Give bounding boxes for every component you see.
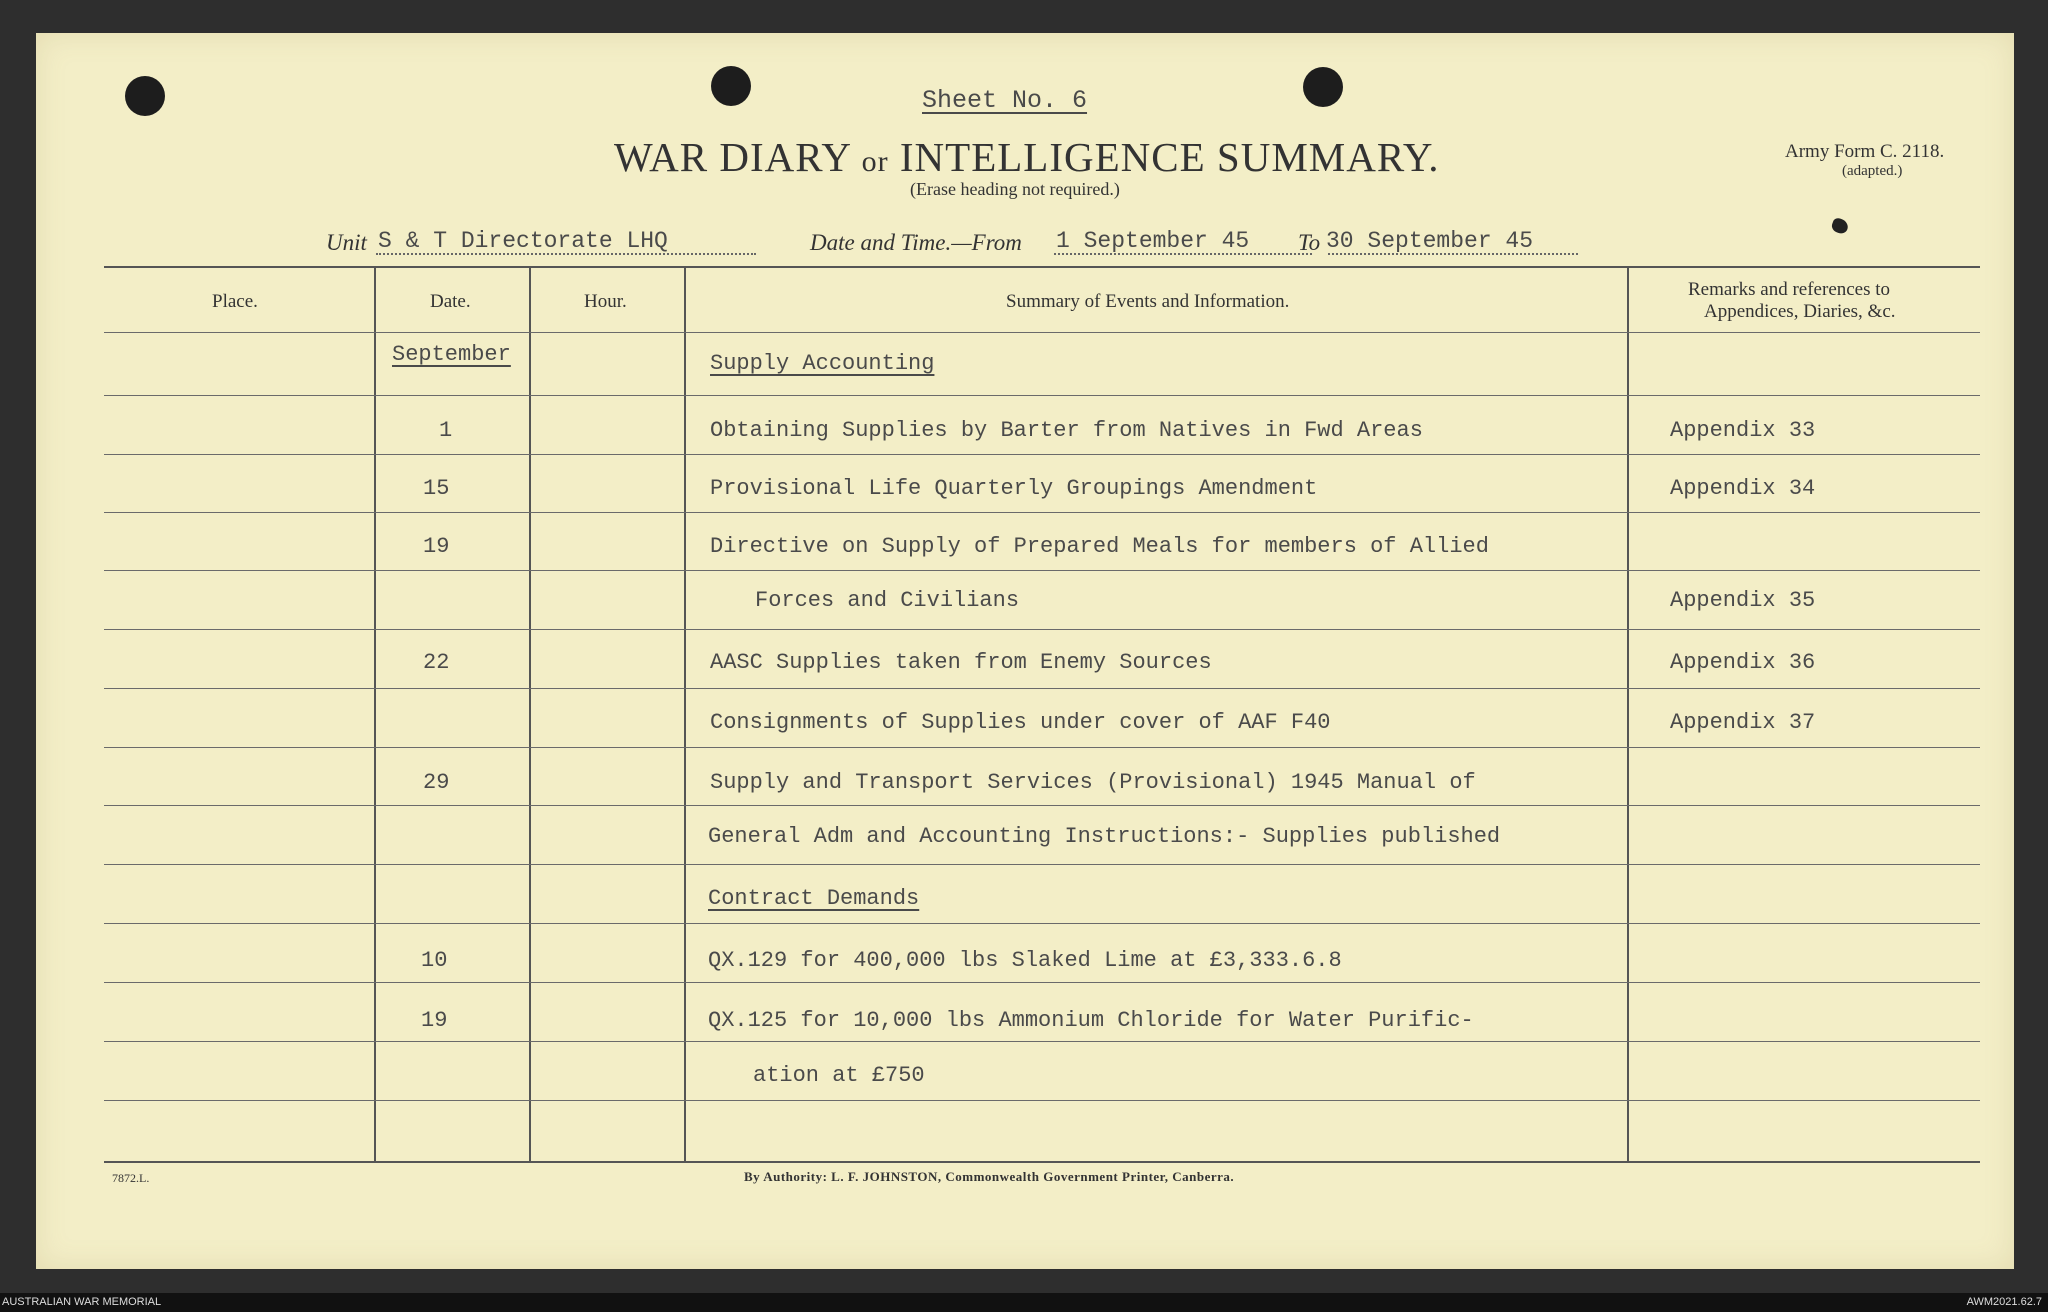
column-header-remarks-line1: Remarks and references to (1688, 279, 1891, 300)
row-rule (104, 454, 1980, 455)
column-divider-date (529, 266, 531, 1163)
row-remarks: Appendix 33 (1670, 418, 1816, 443)
header-rule (104, 332, 1980, 333)
column-header-date: Date. (430, 291, 471, 312)
row-rule (104, 395, 1980, 396)
column-divider-summary (1627, 266, 1629, 1163)
archive-reference: AWM2021.62.7 (1966, 1296, 2042, 1308)
archive-credit: AUSTRALIAN WAR MEMORIAL (2, 1296, 162, 1308)
row-date: 1 (439, 418, 453, 443)
to-label: To (1298, 230, 1321, 255)
form-code: 7872.L. (112, 1171, 150, 1185)
date-time-label: Date and Time.—From (810, 230, 1022, 255)
row-summary: ation at £750 (753, 1063, 925, 1088)
column-header-hour: Hour. (584, 291, 627, 312)
row-date: 15 (423, 476, 450, 501)
row-rule (104, 805, 1980, 806)
sheet-number: Sheet No. 6 (922, 86, 1088, 115)
row-rule (104, 982, 1980, 983)
row-summary-heading: Supply Accounting (710, 351, 935, 376)
row-summary: Directive on Supply of Prepared Meals for members of Allied (710, 534, 1489, 559)
title-or: or (861, 145, 889, 178)
row-date: 10 (421, 948, 448, 973)
row-date: 19 (421, 1008, 448, 1033)
table-top-border (104, 266, 1980, 268)
row-rule (104, 629, 1980, 630)
war-diary-sheet (36, 33, 2014, 1269)
row-date: 19 (423, 534, 450, 559)
row-remarks: Appendix 36 (1670, 650, 1816, 675)
to-date-value: 30 September 45 (1326, 228, 1534, 254)
row-summary: Supply and Transport Services (Provisional) 1945 Manual of (710, 770, 1476, 795)
column-header-place: Place. (212, 291, 258, 312)
row-rule (104, 1100, 1980, 1101)
row-summary: QX.129 for 400,000 lbs Slaked Lime at £3,333.6.8 (708, 948, 1342, 973)
army-form-adapted: (adapted.) (1842, 163, 1903, 179)
row-remarks: Appendix 34 (1670, 476, 1816, 501)
row-remarks: Appendix 35 (1670, 588, 1816, 613)
row-rule (104, 923, 1980, 924)
row-rule (104, 570, 1980, 571)
row-summary: Forces and Civilians (755, 588, 1020, 613)
punch-hole-right (1303, 67, 1343, 107)
title-subtitle: (Erase heading not required.) (910, 179, 1120, 199)
row-rule (104, 512, 1980, 513)
column-divider-hour (684, 266, 686, 1163)
column-divider-place (374, 266, 376, 1163)
table-bottom-border (104, 1161, 1980, 1163)
row-summary: Provisional Life Quarterly Groupings Amendment (710, 476, 1318, 501)
page-title (614, 133, 1440, 181)
printer-authority: By Authority: L. F. JOHNSTON, Commonwealth Government Printer, Canberra. (744, 1169, 1235, 1184)
row-summary: AASC Supplies taken from Enemy Sources (710, 650, 1212, 675)
row-date: September (392, 342, 511, 367)
column-header-summary: Summary of Events and Information. (1006, 291, 1290, 312)
row-date: 22 (423, 650, 450, 675)
row-summary: Obtaining Supplies by Barter from Natives in Fwd Areas (710, 418, 1423, 443)
title-intelligence-summary: INTELLIGENCE SUMMARY. (899, 134, 1440, 180)
punch-hole-center (711, 66, 751, 106)
unit-label: Unit (326, 230, 367, 255)
row-summary: QX.125 for 10,000 lbs Ammonium Chloride for Water Purific- (708, 1008, 1474, 1033)
row-rule (104, 1041, 1980, 1042)
ink-mark-icon (1830, 217, 1850, 236)
row-summary-heading: Contract Demands (708, 886, 920, 911)
unit-value: S & T Directorate LHQ (378, 228, 668, 254)
row-remarks: Appendix 37 (1670, 710, 1816, 735)
row-rule (104, 747, 1980, 748)
row-summary: General Adm and Accounting Instructions:- Supplies published (708, 824, 1501, 849)
title-war-diary: WAR DIARY (614, 134, 851, 180)
column-header-remarks-line2: Appendices, Diaries, &c. (1704, 301, 1896, 322)
row-date: 29 (423, 770, 450, 795)
row-summary: Consignments of Supplies under cover of AAF F40 (710, 710, 1331, 735)
row-rule (104, 864, 1980, 865)
row-rule (104, 688, 1980, 689)
archive-footer-bar (0, 1293, 2048, 1312)
army-form-label: Army Form C. 2118. (1785, 141, 1945, 162)
from-date-value: 1 September 45 (1056, 228, 1250, 254)
punch-hole-left (125, 76, 165, 116)
